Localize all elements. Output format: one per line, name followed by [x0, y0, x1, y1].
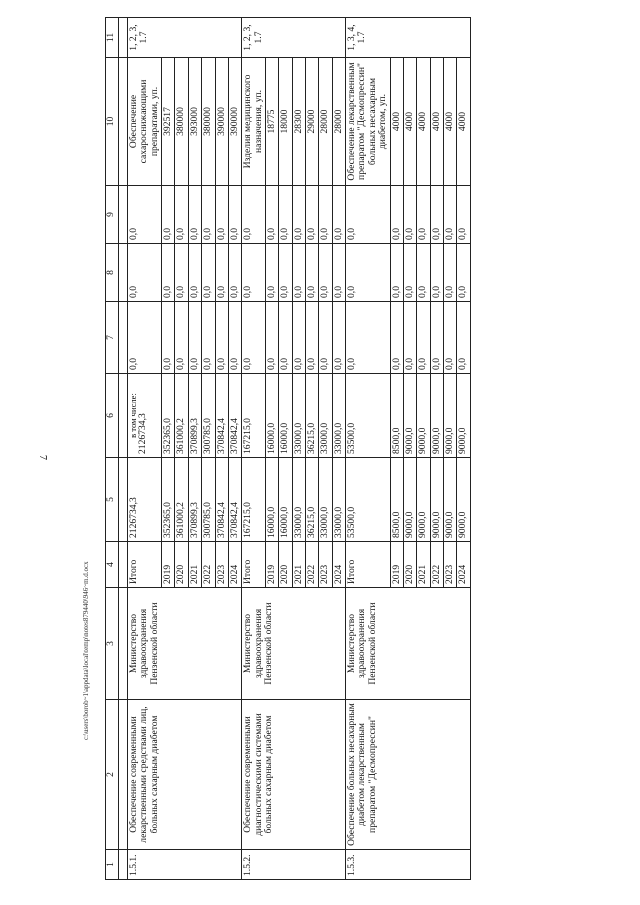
year-regional-budget: 36215,0	[306, 374, 319, 458]
year-regional-budget: 33000,0	[292, 374, 305, 458]
activity-number: 1.5.2.	[242, 850, 346, 880]
col-header-11: 11	[106, 18, 119, 58]
year-regional-budget: 8500,0	[390, 374, 403, 458]
year-indicator-value: 4000	[430, 58, 443, 186]
year-indicator-value: 390000	[228, 58, 241, 186]
total-local-budget: 0,0	[346, 244, 390, 302]
year-local-budget: 0,0	[292, 244, 305, 302]
year-cell: 2022	[306, 542, 319, 588]
total-label: Итого	[128, 542, 162, 588]
activity-name: Обеспечение современными лекарственными средствами лиц, больных сахарным диабетом	[128, 700, 242, 850]
year-indicator-value: 4000	[457, 58, 470, 186]
total-amount: 2126734,3	[128, 458, 162, 542]
year-extrabudget: 0,0	[457, 186, 470, 244]
total-local-budget: 0,0	[242, 244, 266, 302]
activity-total-row	[242, 18, 266, 880]
including-label: в том числе:	[128, 393, 138, 438]
year-indicator-value: 18000	[279, 58, 292, 186]
year-federal-budget: 0,0	[319, 302, 332, 374]
activity-number: 1.5.3.	[346, 850, 471, 880]
year-indicator-value: 28300	[292, 58, 305, 186]
col-header-5: 5	[106, 458, 119, 542]
total-federal-budget: 0,0	[242, 302, 266, 374]
year-local-budget: 0,0	[403, 244, 416, 302]
year-federal-budget: 0,0	[417, 302, 430, 374]
year-extrabudget: 0,0	[162, 186, 175, 244]
year-federal-budget: 0,0	[332, 302, 345, 374]
total-federal-budget: 0,0	[128, 302, 162, 374]
year-local-budget: 0,0	[215, 244, 228, 302]
total-extrabudget: 0,0	[346, 186, 390, 244]
year-regional-budget: 9000,0	[457, 374, 470, 458]
year-federal-budget: 0,0	[443, 302, 456, 374]
year-extrabudget: 0,0	[417, 186, 430, 244]
year-indicator-value: 380000	[202, 58, 215, 186]
year-cell: 2023	[319, 542, 332, 588]
col-header-7: 7	[106, 302, 119, 374]
year-amount: 16000,0	[279, 458, 292, 542]
total-regional-budget-cell	[346, 374, 390, 458]
year-indicator-value: 380000	[175, 58, 188, 186]
blank-row	[119, 18, 128, 880]
year-extrabudget: 0,0	[306, 186, 319, 244]
year-indicator-value: 4000	[417, 58, 430, 186]
col-header-3: 3	[106, 588, 119, 700]
year-cell: 2019	[162, 542, 175, 588]
activity-executor: Министерство здравоохранения Пензенской области	[128, 588, 242, 700]
year-cell: 2020	[403, 542, 416, 588]
year-amount: 300785,0	[202, 458, 215, 542]
year-local-budget: 0,0	[202, 244, 215, 302]
year-federal-budget: 0,0	[292, 302, 305, 374]
year-regional-budget: 9000,0	[443, 374, 456, 458]
year-amount: 33000,0	[332, 458, 345, 542]
year-amount: 8500,0	[390, 458, 403, 542]
year-amount: 16000,0	[265, 458, 278, 542]
col-header-1: 1	[106, 850, 119, 880]
year-regional-budget: 352365,0	[162, 374, 175, 458]
year-extrabudget: 0,0	[292, 186, 305, 244]
year-extrabudget: 0,0	[319, 186, 332, 244]
year-federal-budget: 0,0	[188, 302, 201, 374]
indicator-name: Обеспечение сахароснижающими препаратами, уп.	[128, 58, 162, 186]
year-cell: 2019	[265, 542, 278, 588]
year-amount: 370842,4	[228, 458, 241, 542]
year-extrabudget: 0,0	[332, 186, 345, 244]
year-indicator-value: 4000	[443, 58, 456, 186]
year-regional-budget: 300785,0	[202, 374, 215, 458]
total-extrabudget: 0,0	[242, 186, 266, 244]
total-regional-budget: 167215,0	[242, 418, 254, 454]
activity-total-row	[128, 18, 162, 880]
year-federal-budget: 0,0	[215, 302, 228, 374]
indicator-references: 1, 3, 4, 1.7	[346, 18, 471, 58]
year-federal-budget: 0,0	[430, 302, 443, 374]
year-cell: 2024	[228, 542, 241, 588]
activity-executor: Министерство здравоохранения Пензенской области	[346, 588, 471, 700]
year-local-budget: 0,0	[332, 244, 345, 302]
year-federal-budget: 0,0	[162, 302, 175, 374]
column-number-row	[106, 18, 119, 880]
year-indicator-value: 390000	[215, 58, 228, 186]
indicator-references: 1, 2, 3, 1.7	[128, 18, 242, 58]
col-header-8: 8	[106, 244, 119, 302]
activity-executor: Министерство здравоохранения Пензенской области	[242, 588, 346, 700]
year-amount: 370842,4	[215, 458, 228, 542]
year-local-budget: 0,0	[443, 244, 456, 302]
year-local-budget: 0,0	[175, 244, 188, 302]
col-header-2: 2	[106, 700, 119, 850]
year-regional-budget: 370842,4	[228, 374, 241, 458]
indicator-name: Изделия медицинского назначения, уп.	[242, 58, 266, 186]
total-label: Итого	[242, 542, 266, 588]
year-extrabudget: 0,0	[279, 186, 292, 244]
year-extrabudget: 0,0	[215, 186, 228, 244]
year-amount: 9000,0	[430, 458, 443, 542]
year-extrabudget: 0,0	[202, 186, 215, 244]
total-extrabudget: 0,0	[128, 186, 162, 244]
year-regional-budget: 361000,2	[175, 374, 188, 458]
year-federal-budget: 0,0	[202, 302, 215, 374]
year-local-budget: 0,0	[162, 244, 175, 302]
page-number: 7	[37, 455, 48, 460]
year-indicator-value: 4000	[390, 58, 403, 186]
year-regional-budget: 370842,4	[215, 374, 228, 458]
year-local-budget: 0,0	[457, 244, 470, 302]
year-extrabudget: 0,0	[430, 186, 443, 244]
total-regional-budget-cell	[242, 374, 266, 458]
program-activities-table	[105, 17, 471, 880]
total-local-budget: 0,0	[128, 244, 162, 302]
year-cell: 2022	[430, 542, 443, 588]
year-indicator-value: 28000	[319, 58, 332, 186]
year-regional-budget: 33000,0	[319, 374, 332, 458]
year-indicator-value: 18775	[265, 58, 278, 186]
year-indicator-value: 29000	[306, 58, 319, 186]
year-cell: 2023	[443, 542, 456, 588]
year-amount: 9000,0	[443, 458, 456, 542]
year-local-budget: 0,0	[430, 244, 443, 302]
table-body	[128, 18, 471, 880]
year-amount: 370899,3	[188, 458, 201, 542]
year-extrabudget: 0,0	[443, 186, 456, 244]
year-local-budget: 0,0	[265, 244, 278, 302]
footer-file-path: c:\users\borob~1\appdata\local\temp\notes879440\946~m.d.ocx	[82, 561, 90, 740]
year-regional-budget: 9000,0	[403, 374, 416, 458]
year-amount: 9000,0	[403, 458, 416, 542]
year-federal-budget: 0,0	[265, 302, 278, 374]
year-federal-budget: 0,0	[390, 302, 403, 374]
year-cell: 2019	[390, 542, 403, 588]
total-label: Итого	[346, 542, 390, 588]
activity-number: 1.5.1.	[128, 850, 242, 880]
year-cell: 2024	[332, 542, 345, 588]
year-regional-budget: 33000,0	[332, 374, 345, 458]
year-local-budget: 0,0	[279, 244, 292, 302]
year-cell: 2021	[188, 542, 201, 588]
year-cell: 2024	[457, 542, 470, 588]
year-cell: 2022	[202, 542, 215, 588]
year-local-budget: 0,0	[417, 244, 430, 302]
total-regional-budget: 2126734,3	[137, 413, 149, 454]
col-header-10: 10	[106, 58, 119, 186]
activity-total-row	[346, 18, 390, 880]
year-local-budget: 0,0	[306, 244, 319, 302]
year-regional-budget: 9000,0	[430, 374, 443, 458]
indicator-name: Обеспечение лекарственным препаратом "Десмопрессин" больных несахарным диабетом, уп.	[346, 58, 390, 186]
year-extrabudget: 0,0	[403, 186, 416, 244]
year-local-budget: 0,0	[188, 244, 201, 302]
year-local-budget: 0,0	[319, 244, 332, 302]
activity-name: Обеспечение современными диагностическими системами больных сахарным диабетом	[242, 700, 346, 850]
total-federal-budget: 0,0	[346, 302, 390, 374]
year-cell: 2023	[215, 542, 228, 588]
year-extrabudget: 0,0	[175, 186, 188, 244]
year-indicator-value: 4000	[403, 58, 416, 186]
year-amount: 33000,0	[319, 458, 332, 542]
year-indicator-value: 393000	[188, 58, 201, 186]
year-regional-budget: 9000,0	[417, 374, 430, 458]
year-federal-budget: 0,0	[279, 302, 292, 374]
year-federal-budget: 0,0	[306, 302, 319, 374]
year-regional-budget: 370899,3	[188, 374, 201, 458]
year-extrabudget: 0,0	[390, 186, 403, 244]
year-extrabudget: 0,0	[265, 186, 278, 244]
year-cell: 2020	[175, 542, 188, 588]
col-header-4: 4	[106, 542, 119, 588]
year-federal-budget: 0,0	[403, 302, 416, 374]
program-table-page	[105, 18, 585, 880]
year-amount: 9000,0	[417, 458, 430, 542]
col-header-6: 6	[106, 374, 119, 458]
year-amount: 33000,0	[292, 458, 305, 542]
total-amount: 53500,0	[346, 458, 390, 542]
year-federal-budget: 0,0	[228, 302, 241, 374]
year-regional-budget: 16000,0	[265, 374, 278, 458]
year-amount: 36215,0	[306, 458, 319, 542]
year-indicator-value: 392517	[162, 58, 175, 186]
year-federal-budget: 0,0	[457, 302, 470, 374]
indicator-references: 1, 2, 3, 1.7	[242, 18, 346, 58]
total-amount: 167215,0	[242, 458, 266, 542]
year-federal-budget: 0,0	[175, 302, 188, 374]
year-cell: 2020	[279, 542, 292, 588]
year-local-budget: 0,0	[228, 244, 241, 302]
activity-name: Обеспечение больных несахарным диабетом лекарственным препаратом "Десмопрессин"	[346, 700, 471, 850]
year-amount: 352365,0	[162, 458, 175, 542]
total-regional-budget: 53500,0	[346, 422, 358, 454]
year-extrabudget: 0,0	[188, 186, 201, 244]
year-indicator-value: 28000	[332, 58, 345, 186]
year-cell: 2021	[292, 542, 305, 588]
year-regional-budget: 16000,0	[279, 374, 292, 458]
year-amount: 361000,2	[175, 458, 188, 542]
total-regional-budget-cell	[128, 374, 162, 458]
col-header-9: 9	[106, 186, 119, 244]
year-cell: 2021	[417, 542, 430, 588]
year-amount: 9000,0	[457, 458, 470, 542]
year-local-budget: 0,0	[390, 244, 403, 302]
year-extrabudget: 0,0	[228, 186, 241, 244]
